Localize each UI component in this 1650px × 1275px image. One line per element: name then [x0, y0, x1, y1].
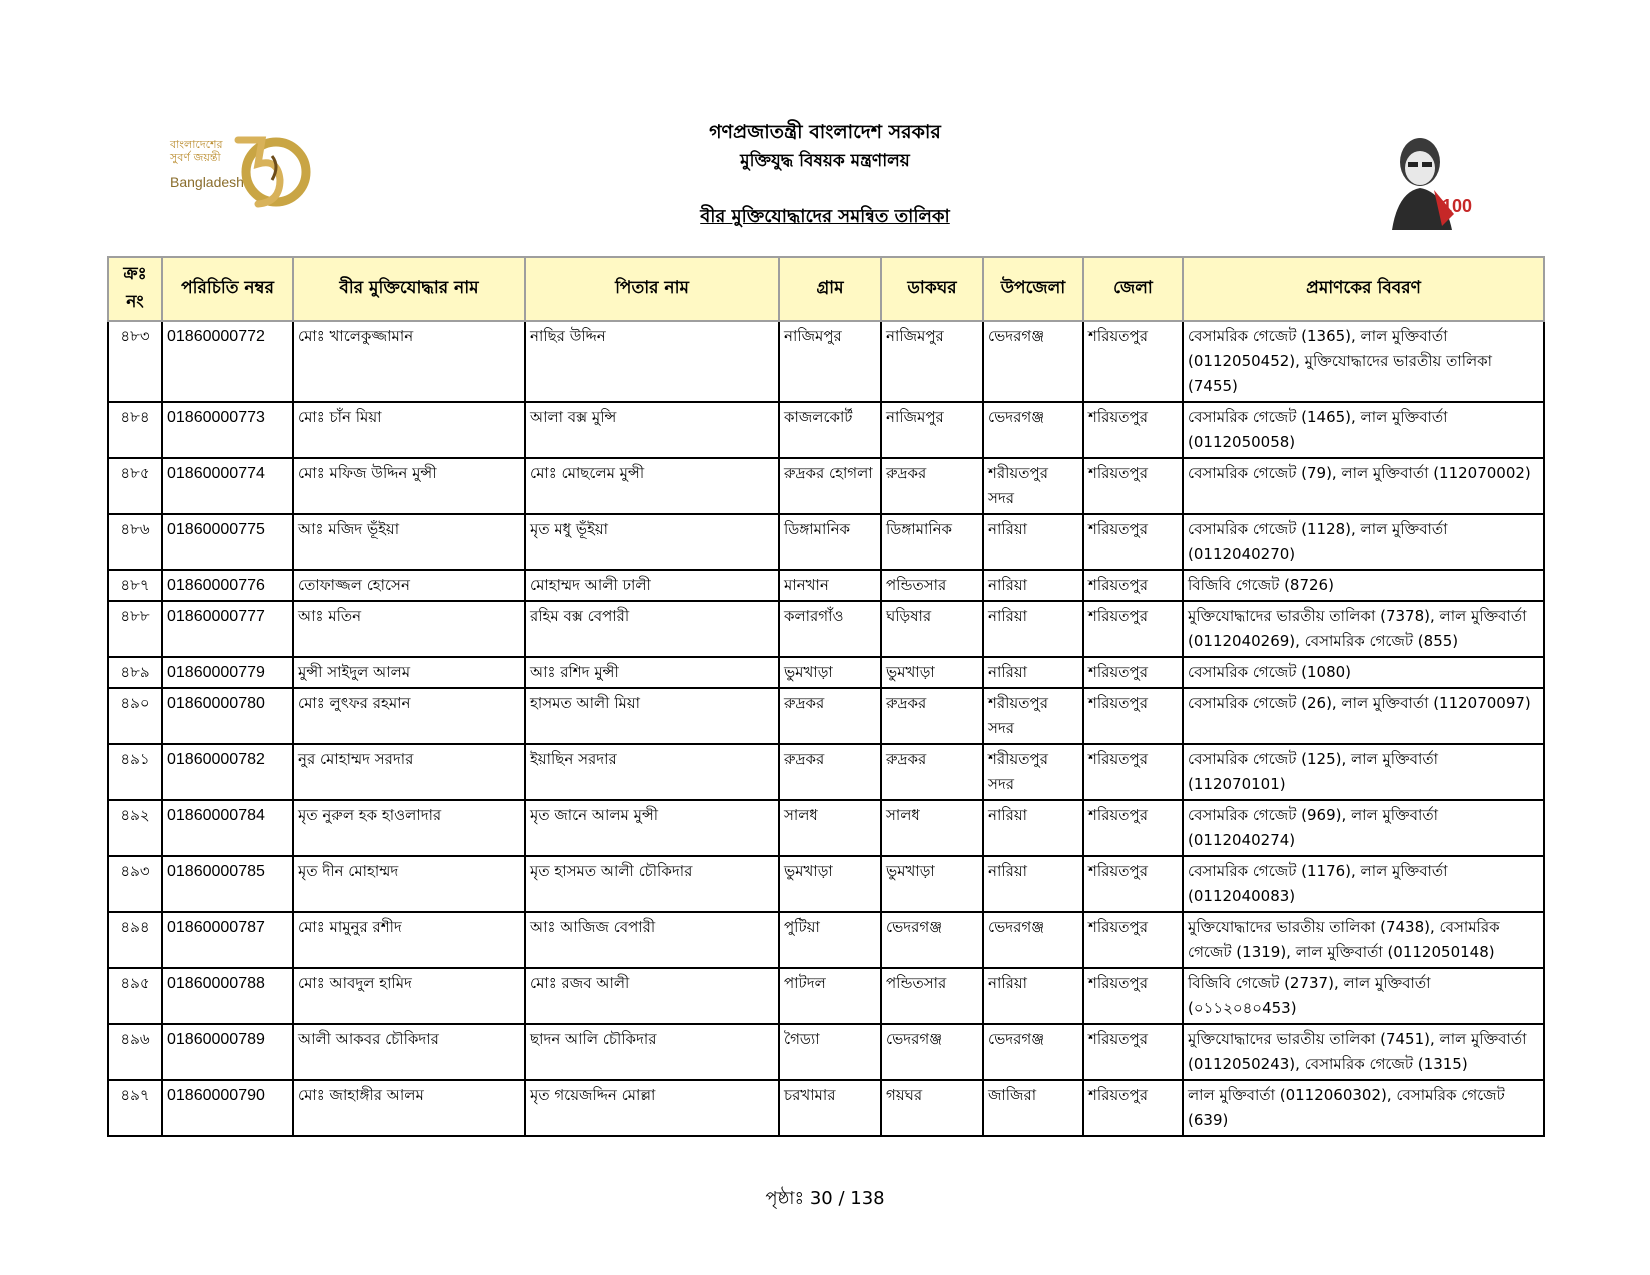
table-row	[108, 1080, 1544, 1136]
row-post-office: ভুমখাড়া	[881, 657, 983, 688]
row-upazila: নারিয়া	[983, 657, 1083, 688]
row-fighter-name: মোঃ আবদুল হামিদ	[293, 968, 525, 1024]
row-fighter-name: আঃ মজিদ ভূঁইয়া	[293, 514, 525, 570]
row-father-name: হাসমত আলী মিয়া	[525, 688, 779, 744]
row-upazila: নারিয়া	[983, 800, 1083, 856]
col-evidence: প্রমাণকের বিবরণ	[1183, 257, 1544, 321]
row-post-office: সালধ	[881, 800, 983, 856]
row-district: শরিয়তপুর	[1083, 1024, 1183, 1080]
row-upazila: শরীয়তপুর সদর	[983, 688, 1083, 744]
row-district: শরিয়তপুর	[1083, 458, 1183, 514]
row-upazila: নারিয়া	[983, 514, 1083, 570]
logo-en-text: Bangladesh	[170, 174, 244, 190]
row-district: শরিয়তপুর	[1083, 601, 1183, 657]
row-fighter-name: মোঃ মফিজ উদ্দিন মুন্সী	[293, 458, 525, 514]
mujib-100-logo	[1378, 130, 1498, 230]
row-upazila: নারিয়া	[983, 856, 1083, 912]
table-row	[108, 856, 1544, 912]
table-row	[108, 601, 1544, 657]
row-serial: ৪৮৮	[108, 601, 162, 657]
row-district: শরিয়তপুর	[1083, 744, 1183, 800]
row-serial: ৪৯৬	[108, 1024, 162, 1080]
row-evidence: বেসামরিক গেজেট (1176), লাল মুক্তিবার্তা (0112040083)	[1183, 856, 1544, 912]
row-id-number: 01860000775	[162, 514, 293, 570]
row-upazila: জাজিরা	[983, 1080, 1083, 1136]
col-id-number: পরিচিতি নম্বর	[162, 257, 293, 321]
row-post-office: নাজিমপুর	[881, 321, 983, 402]
portrait-icon	[1378, 130, 1498, 230]
row-fighter-name: মোঃ খালেকুজ্জামান	[293, 321, 525, 402]
col-father-name: পিতার নাম	[525, 257, 779, 321]
row-id-number: 01860000776	[162, 570, 293, 601]
row-evidence: বেসামরিক গেজেট (125), লাল মুক্তিবার্তা (112070101)	[1183, 744, 1544, 800]
row-village: রুদ্রকর	[779, 688, 881, 744]
row-district: শরিয়তপুর	[1083, 1080, 1183, 1136]
row-id-number: 01860000784	[162, 800, 293, 856]
row-fighter-name: মোঃ চাঁন মিয়া	[293, 402, 525, 458]
row-post-office: রুদ্রকর	[881, 744, 983, 800]
row-serial: ৪৯৪	[108, 912, 162, 968]
row-father-name: ইয়াছিন সরদার	[525, 744, 779, 800]
page-number: পৃষ্ঠাঃ 30 / 138	[765, 1188, 885, 1209]
row-post-office: ডিঙ্গামানিক	[881, 514, 983, 570]
table-row	[108, 570, 1544, 601]
ministry-name: মুক্তিযুদ্ধ বিষয়ক মন্ত্রণালয়	[740, 151, 910, 171]
row-district: শরিয়তপুর	[1083, 402, 1183, 458]
row-father-name: মোঃ রজব আলী	[525, 968, 779, 1024]
row-father-name: মৃত জানে আলম মুন্সী	[525, 800, 779, 856]
row-id-number: 01860000772	[162, 321, 293, 402]
row-post-office: ভেদরগঞ্জ	[881, 912, 983, 968]
row-id-number: 01860000787	[162, 912, 293, 968]
row-id-number: 01860000790	[162, 1080, 293, 1136]
row-fighter-name: মোঃ লুৎফর রহমান	[293, 688, 525, 744]
row-post-office: রুদ্রকর	[881, 458, 983, 514]
row-fighter-name: আঃ মতিন	[293, 601, 525, 657]
row-evidence: বেসামরিক গেজেট (26), লাল মুক্তিবার্তা (112070097)	[1183, 688, 1544, 744]
row-village: ডিঙ্গামানিক	[779, 514, 881, 570]
row-serial: ৪৮৭	[108, 570, 162, 601]
row-id-number: 01860000780	[162, 688, 293, 744]
row-village: রুদ্রকর	[779, 744, 881, 800]
col-district: জেলা	[1083, 257, 1183, 321]
row-upazila: শরীয়তপুর সদর	[983, 458, 1083, 514]
row-fighter-name: তোফাজ্জল হোসেন	[293, 570, 525, 601]
row-evidence: বেসামরিক গেজেট (79), লাল মুক্তিবার্তা (112070002)	[1183, 458, 1544, 514]
page-header	[0, 0, 1650, 250]
table-row	[108, 800, 1544, 856]
row-upazila: নারিয়া	[983, 601, 1083, 657]
row-upazila: ভেদরগঞ্জ	[983, 402, 1083, 458]
row-father-name: মোহাম্মদ আলী ঢালী	[525, 570, 779, 601]
row-evidence: বেসামরিক গেজেট (1365), লাল মুক্তিবার্তা (0112050452), মুক্তিযোদ্ধাদের ভারতীয় তালিকা (7455)	[1183, 321, 1544, 402]
row-district: শরিয়তপুর	[1083, 570, 1183, 601]
table-header-row	[108, 257, 1544, 321]
row-evidence: বিজিবি গেজেট (8726)	[1183, 570, 1544, 601]
table-row	[108, 912, 1544, 968]
row-father-name: নাছির উদ্দিন	[525, 321, 779, 402]
row-district: শরিয়তপুর	[1083, 968, 1183, 1024]
row-serial: ৪৮৫	[108, 458, 162, 514]
row-post-office: ঘড়িষার	[881, 601, 983, 657]
table-row	[108, 514, 1544, 570]
row-id-number: 01860000779	[162, 657, 293, 688]
col-fighter-name: বীর মুক্তিযোদ্ধার নাম	[293, 257, 525, 321]
row-evidence: বেসামরিক গেজেট (1080)	[1183, 657, 1544, 688]
row-village: গৈড্যা	[779, 1024, 881, 1080]
row-upazila: ভেদরগঞ্জ	[983, 1024, 1083, 1080]
table-row	[108, 688, 1544, 744]
row-village: পুটিয়া	[779, 912, 881, 968]
row-upazila: নারিয়া	[983, 570, 1083, 601]
row-village: কলারগাঁও	[779, 601, 881, 657]
row-father-name: মৃত হাসমত আলী চৌকিদার	[525, 856, 779, 912]
row-serial: ৪৮৬	[108, 514, 162, 570]
table-row	[108, 657, 1544, 688]
row-serial: ৪৯২	[108, 800, 162, 856]
row-id-number: 01860000785	[162, 856, 293, 912]
row-district: শরিয়তপুর	[1083, 657, 1183, 688]
table-row	[108, 402, 1544, 458]
row-father-name: ছাদন আলি চৌকিদার	[525, 1024, 779, 1080]
table-row	[108, 458, 1544, 514]
row-id-number: 01860000788	[162, 968, 293, 1024]
row-district: শরিয়তপুর	[1083, 688, 1183, 744]
row-village: সালধ	[779, 800, 881, 856]
row-fighter-name: আলী আকবর চৌকিদার	[293, 1024, 525, 1080]
row-district: শরিয়তপুর	[1083, 800, 1183, 856]
table-row	[108, 1024, 1544, 1080]
row-evidence: মুক্তিযোদ্ধাদের ভারতীয় তালিকা (7438), বেসামরিক গেজেট (1319), লাল মুক্তিবার্তা (0112050148)	[1183, 912, 1544, 968]
row-evidence: বেসামরিক গেজেট (969), লাল মুক্তিবার্তা (0112040274)	[1183, 800, 1544, 856]
row-serial: ৪৯৫	[108, 968, 162, 1024]
row-post-office: রুদ্রকর	[881, 688, 983, 744]
table-row	[108, 321, 1544, 402]
row-serial: ৪৯৭	[108, 1080, 162, 1136]
row-post-office: পন্ডিতসার	[881, 570, 983, 601]
row-fighter-name: নুর মোহাম্মদ সরদার	[293, 744, 525, 800]
government-title: গণপ্রজাতন্ত্রী বাংলাদেশ সরকার	[709, 121, 941, 143]
row-father-name: আঃ রশিদ মুন্সী	[525, 657, 779, 688]
row-serial: ৪৮৯	[108, 657, 162, 688]
row-fighter-name: মোঃ মামুনুর রশীদ	[293, 912, 525, 968]
freedom-fighters-table	[107, 256, 1545, 1137]
row-serial: ৪৯৩	[108, 856, 162, 912]
row-id-number: 01860000773	[162, 402, 293, 458]
logo-bn-text: বাংলাদেশের সুবর্ণ জয়ন্তী	[170, 138, 223, 164]
row-id-number: 01860000782	[162, 744, 293, 800]
row-village: রুদ্রকর হোগলা	[779, 458, 881, 514]
row-serial: ৪৯০	[108, 688, 162, 744]
row-father-name: রহিম বক্স বেপারী	[525, 601, 779, 657]
row-father-name: আলা বক্স মুন্সি	[525, 402, 779, 458]
list-title-text: বীর মুক্তিযোদ্ধাদের সমন্বিত তালিকা	[700, 206, 950, 227]
col-post-office: ডাকঘর	[881, 257, 983, 321]
row-post-office: পন্ডিতসার	[881, 968, 983, 1024]
row-village: কাজলকোর্ট	[779, 402, 881, 458]
row-district: শরিয়তপুর	[1083, 856, 1183, 912]
row-evidence: বেসামরিক গেজেট (1465), লাল মুক্তিবার্তা (0112050058)	[1183, 402, 1544, 458]
row-father-name: মোঃ মোছলেম মুন্সী	[525, 458, 779, 514]
row-id-number: 01860000789	[162, 1024, 293, 1080]
row-village: মানখান	[779, 570, 881, 601]
row-father-name: মৃত মধু ভূঁইয়া	[525, 514, 779, 570]
row-upazila: ভেদরগঞ্জ	[983, 321, 1083, 402]
row-id-number: 01860000774	[162, 458, 293, 514]
col-upazila: উপজেলা	[983, 257, 1083, 321]
row-village: ভুমখাড়া	[779, 657, 881, 688]
row-district: শরিয়তপুর	[1083, 912, 1183, 968]
row-serial: ৪৮৩	[108, 321, 162, 402]
row-post-office: গয়ঘর	[881, 1080, 983, 1136]
row-upazila: নারিয়া	[983, 968, 1083, 1024]
row-upazila: শরীয়তপুর সদর	[983, 744, 1083, 800]
row-district: শরিয়তপুর	[1083, 321, 1183, 402]
table-row	[108, 744, 1544, 800]
row-fighter-name: মৃত দীন মোহাম্মদ	[293, 856, 525, 912]
row-serial: ৪৯১	[108, 744, 162, 800]
row-village: নাজিমপুর	[779, 321, 881, 402]
row-fighter-name: মৃত নুরুল হক হাওলাদার	[293, 800, 525, 856]
row-father-name: আঃ আজিজ বেপারী	[525, 912, 779, 968]
row-upazila: ভেদরগঞ্জ	[983, 912, 1083, 968]
row-fighter-name: মুন্সী সাইদুল আলম	[293, 657, 525, 688]
mujib-100-text: 100	[1442, 196, 1473, 216]
col-village: গ্রাম	[779, 257, 881, 321]
row-evidence: মুক্তিযোদ্ধাদের ভারতীয় তালিকা (7451), লাল মুক্তিবার্তা (0112050243), বেসামরিক গেজেট (1315)	[1183, 1024, 1544, 1080]
row-village: পাটদল	[779, 968, 881, 1024]
row-village: ভুমখাড়া	[779, 856, 881, 912]
row-post-office: ভেদরগঞ্জ	[881, 1024, 983, 1080]
row-evidence: বিজিবি গেজেট (2737), লাল মুক্তিবার্তা (০১১২০৪০453)	[1183, 968, 1544, 1024]
table-row	[108, 968, 1544, 1024]
row-district: শরিয়তপুর	[1083, 514, 1183, 570]
row-evidence: মুক্তিযোদ্ধাদের ভারতীয় তালিকা (7378), লাল মুক্তিবার্তা (0112040269), বেসামরিক গেজেট (855)	[1183, 601, 1544, 657]
row-father-name: মৃত গয়েজদ্দিন মোল্লা	[525, 1080, 779, 1136]
row-post-office: ভুমখাড়া	[881, 856, 983, 912]
row-evidence: বেসামরিক গেজেট (1128), লাল মুক্তিবার্তা (0112040270)	[1183, 514, 1544, 570]
row-post-office: নাজিমপুর	[881, 402, 983, 458]
table-body	[108, 321, 1544, 1136]
row-serial: ৪৮৪	[108, 402, 162, 458]
col-serial: ক্রঃ নং	[108, 257, 162, 321]
row-id-number: 01860000777	[162, 601, 293, 657]
row-village: চরখামার	[779, 1080, 881, 1136]
row-evidence: লাল মুক্তিবার্তা (0112060302), বেসামরিক গেজেট (639)	[1183, 1080, 1544, 1136]
row-fighter-name: মোঃ জাহাঙ্গীর আলম	[293, 1080, 525, 1136]
